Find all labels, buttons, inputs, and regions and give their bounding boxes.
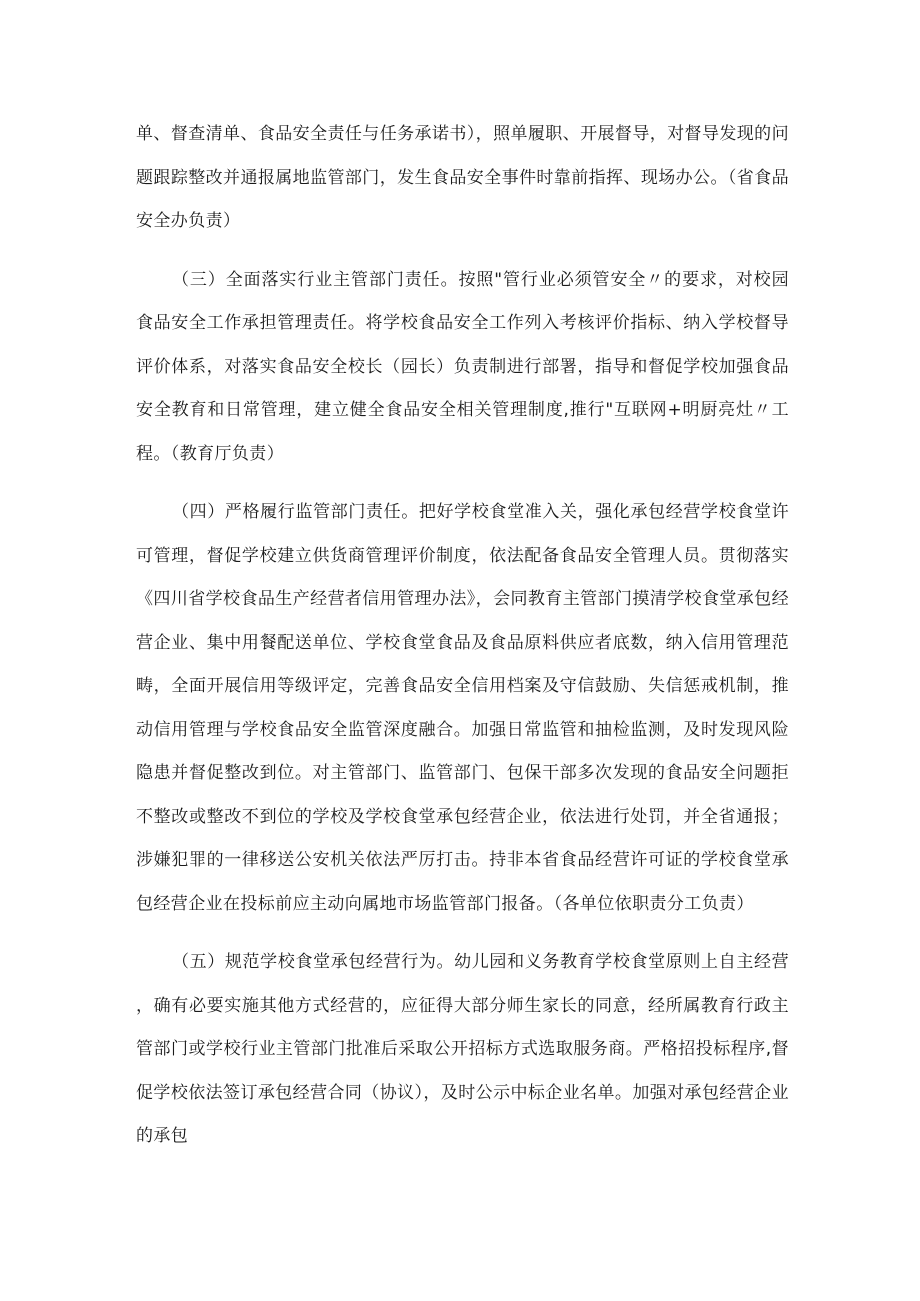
paragraph-section-5: （五）规范学校食堂承包经营行为。幼儿园和义务教育学校食堂原则上自主经营，确有必要实施其他方式经营的，应征得大部分师生家长的同意，经所属教育行政主管部门或学校行业主管部门批准后采取公开招标方式选取服务商。严格招投标程序,督促学校依法签订承包经营合同（协议），及时公示中标企业名单。加强对承包经营企业的承包 [136,952,789,1146]
paragraph-section-4: （四）严格履行监管部门责任。把好学校食堂准入关，强化承包经营学校食堂许可管理，督促学校建立供货商管理评价制度，依法配备食品安全管理人员。贯彻落实《四川省学校食品生产经营者信用管理办法》，会同教育主管部门摸清学校食堂承包经营企业、集中用餐配送单位、学校食堂食品及食品原料供应者底数，纳入信用管理范畴，全面开展信用等级评定，完善食品安全信用档案及守信鼓励、失信惩戒机制，推动信用管理与学校食品安全监管深度融合。加强日常监管和抽检监测，及时发现风险隐患并督促整改到位。对主管部门、监管部门、包保干部多次发现的食品安全问题拒不整改或整改不到位的学校及学校食堂承包经营企业，依法进行处罚，并全省通报；涉嫌犯罪的一律移送公安机关依法严厉打击。持非本省食品经营许可证的学校食堂承包经营企业在投标前应主动向属地市场监管部门报备。（各单位依职责分工负责） [136,502,789,914]
paragraph-section-3: （三）全面落实行业主管部门责任。按照"管行业必须管安全〃的要求，对校园食品安全工作承担管理责任。将学校食品安全工作列入考核评价指标、纳入学校督导评价体系，对落实食品安全校长（园长）负责制进行部署，指导和督促学校加强食品安全教育和日常管理，建立健全食品安全相关管理制度,推行"互联网+明厨亮灶〃工程。（教育厅负责） [136,269,789,464]
paragraph-continuation: 单、督查清单、食品安全责任与任务承诺书），照单履职、开展督导，对督导发现的问题跟踪整改并通报属地监管部门，发生食品安全事件时靠前指挥、现场办公。（省食品安全办负责） [136,124,789,231]
